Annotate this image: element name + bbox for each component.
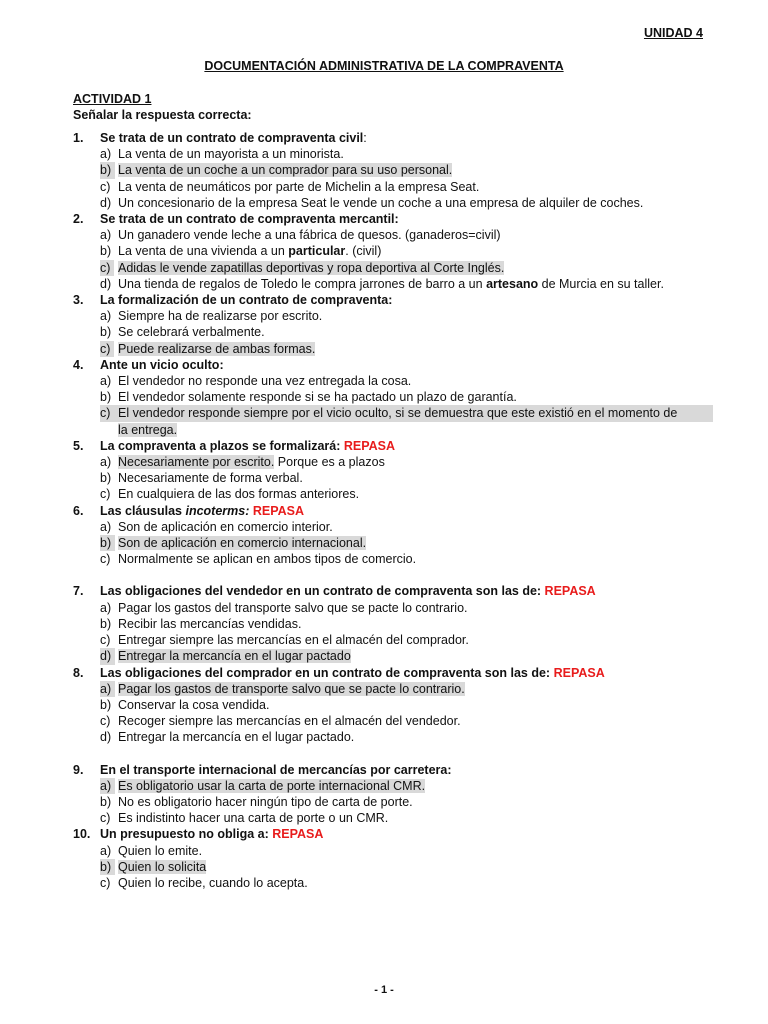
activity-instruction: Señalar la respuesta correcta: bbox=[73, 108, 252, 122]
option-9c bbox=[73, 810, 713, 826]
option-text: Siempre ha de realizarse por escrito. bbox=[118, 309, 323, 324]
option-text: Entregar la mercancía en el lugar pactado. bbox=[118, 730, 355, 745]
option-text: En cualquiera de las dos formas anteriores. bbox=[118, 487, 360, 502]
option-text: La venta de un mayorista a un minorista. bbox=[118, 147, 344, 162]
unit-label: UNIDAD 4 bbox=[643, 26, 703, 40]
option-text: Un ganadero vende leche a una fábrica de quesos. (ganaderos=civil) bbox=[118, 228, 501, 243]
option-text-post: de Murcia en su taller. bbox=[538, 276, 664, 291]
option-1b-selected bbox=[73, 162, 713, 178]
question-1 bbox=[73, 130, 713, 146]
question-number: 5. bbox=[73, 438, 84, 453]
option-text: La venta de un coche a un comprador para su uso personal. bbox=[118, 163, 453, 178]
option-letter: a) bbox=[100, 374, 112, 389]
option-8a-selected bbox=[73, 681, 713, 697]
page-number: - 1 - bbox=[374, 984, 394, 996]
option-letter: c) bbox=[100, 260, 114, 276]
question-text-suffix: : bbox=[363, 131, 367, 145]
option-5b bbox=[73, 470, 713, 486]
option-letter: c) bbox=[100, 406, 111, 421]
question-text: Un presupuesto no obliga a: bbox=[100, 827, 273, 842]
option-2c-selected bbox=[73, 260, 713, 276]
question-text: Se trata de un contrato de compraventa civil bbox=[100, 131, 364, 145]
option-letter: a) bbox=[100, 843, 112, 858]
option-letter: d) bbox=[100, 276, 112, 291]
spacer bbox=[73, 746, 713, 762]
option-5c bbox=[73, 486, 713, 502]
option-5a-selected bbox=[73, 454, 713, 470]
option-letter: b) bbox=[100, 162, 115, 178]
question-6 bbox=[73, 503, 713, 519]
option-7a bbox=[73, 600, 713, 616]
option-7b bbox=[73, 616, 713, 632]
option-text-bold: particular bbox=[288, 244, 346, 259]
option-1c bbox=[73, 179, 713, 195]
option-letter: c) bbox=[100, 179, 111, 194]
option-letter: b) bbox=[100, 390, 112, 405]
activity-title: ACTIVIDAD 1 bbox=[73, 92, 152, 106]
option-letter: a) bbox=[100, 600, 112, 615]
option-text: Pagar los gastos de transporte salvo que se pacte lo contrario. bbox=[118, 681, 465, 696]
option-letter: a) bbox=[100, 147, 112, 162]
question-number: 10. bbox=[73, 827, 91, 842]
option-1d bbox=[73, 195, 713, 211]
question-text: Las obligaciones del comprador en un contrato de compraventa son las de: bbox=[100, 665, 554, 680]
option-8d bbox=[73, 729, 713, 745]
option-text: Quien lo recibe, cuando lo acepta. bbox=[118, 875, 308, 890]
option-text: No es obligatorio hacer ningún tipo de carta de porte. bbox=[118, 794, 413, 809]
option-9b bbox=[73, 794, 713, 810]
question-5 bbox=[73, 438, 713, 454]
option-text: Necesariamente por escrito. bbox=[118, 455, 275, 470]
option-letter: d) bbox=[100, 195, 112, 210]
option-letter: c) bbox=[100, 811, 111, 826]
option-text bbox=[118, 277, 664, 291]
option-10a bbox=[73, 843, 713, 859]
option-text: Son de aplicación en comercio interior. bbox=[118, 519, 333, 534]
option-text-pre: Una tienda de regalos de Toledo le compra jarrones de barro a un bbox=[118, 276, 487, 291]
repasa-flag: REPASA bbox=[343, 438, 396, 453]
option-text: Entregar la mercancía en el lugar pactado bbox=[118, 649, 351, 664]
option-text: Es indistinto hacer una carta de porte o un CMR. bbox=[118, 811, 389, 826]
option-text: Recoger siempre las mercancías en el almacén del vendedor. bbox=[118, 714, 461, 729]
option-letter: b) bbox=[100, 325, 112, 340]
option-letter: b) bbox=[100, 794, 112, 809]
option-text: La venta de neumáticos por parte de Michelin a la empresa Seat. bbox=[118, 179, 480, 194]
option-letter: c) bbox=[100, 633, 111, 648]
option-letter: b) bbox=[100, 471, 112, 486]
option-text-post: . (civil) bbox=[345, 244, 382, 259]
option-text: Es obligatorio usar la carta de porte internacional CMR. bbox=[118, 778, 426, 793]
question-number: 9. bbox=[73, 762, 84, 777]
option-letter: c) bbox=[100, 341, 114, 357]
question-number: 2. bbox=[73, 212, 84, 227]
question-number: 7. bbox=[73, 584, 84, 599]
option-text bbox=[118, 244, 381, 258]
option-1a bbox=[73, 146, 713, 162]
option-text: Son de aplicación en comercio internacional. bbox=[118, 536, 367, 551]
option-2d bbox=[73, 276, 713, 292]
repasa-flag: REPASA bbox=[272, 827, 324, 842]
option-letter: c) bbox=[100, 875, 111, 890]
option-7c bbox=[73, 632, 713, 648]
option-letter: a) bbox=[100, 681, 115, 697]
option-10c bbox=[73, 875, 713, 891]
option-letter: d) bbox=[100, 648, 115, 664]
option-text: Un concesionario de la empresa Seat le vende un coche a una empresa de alquiler de coches. bbox=[118, 195, 644, 210]
option-text: Quien lo solicita bbox=[118, 859, 207, 874]
option-4a bbox=[73, 373, 713, 389]
option-text: Quien lo emite. bbox=[118, 843, 203, 858]
option-letter: a) bbox=[100, 228, 112, 243]
question-3 bbox=[73, 292, 713, 308]
question-text: En el transporte internacional de mercancías por carretera: bbox=[100, 762, 452, 777]
question-8 bbox=[73, 665, 713, 681]
question-text: Ante un vicio oculto: bbox=[100, 357, 224, 372]
option-text: Entregar siempre las mercancías en el almacén del comprador. bbox=[118, 633, 469, 648]
question-number: 6. bbox=[73, 503, 84, 518]
option-8c bbox=[73, 713, 713, 729]
option-letter: c) bbox=[100, 714, 111, 729]
option-2a bbox=[73, 227, 713, 243]
question-text: Se trata de un contrato de compraventa mercantil: bbox=[100, 212, 399, 227]
option-4c-selected bbox=[100, 405, 713, 421]
option-text: Normalmente se aplican en ambos tipos de comercio. bbox=[118, 552, 417, 567]
question-4 bbox=[73, 357, 713, 373]
option-text-continuation: la entrega. bbox=[118, 422, 178, 437]
option-6b-selected bbox=[73, 535, 713, 551]
option-4b bbox=[73, 389, 713, 405]
option-text: Se celebrará verbalmente. bbox=[118, 325, 265, 340]
option-3a bbox=[73, 308, 713, 324]
option-text-pre: La venta de una vivienda a un bbox=[118, 244, 289, 259]
question-text: Las cláusulas bbox=[100, 503, 186, 518]
repasa-flag: REPASA bbox=[544, 584, 596, 599]
question-number: 8. bbox=[73, 665, 84, 680]
spacer bbox=[73, 567, 713, 583]
option-note: Porque es a plazos bbox=[274, 455, 385, 470]
option-letter: c) bbox=[100, 552, 111, 567]
option-text: Recibir las mercancías vendidas. bbox=[118, 616, 302, 631]
option-4c-continuation bbox=[73, 422, 713, 438]
option-letter: b) bbox=[100, 859, 115, 875]
option-letter: a) bbox=[100, 309, 112, 324]
option-letter: c) bbox=[100, 487, 111, 502]
option-letter: b) bbox=[100, 616, 112, 631]
repasa-flag: REPASA bbox=[553, 665, 605, 680]
option-10b-selected bbox=[73, 859, 713, 875]
option-letter: b) bbox=[100, 697, 112, 712]
document-title: DOCUMENTACIÓN ADMINISTRATIVA DE LA COMPRAVENTA bbox=[204, 59, 564, 73]
option-9a-selected bbox=[73, 778, 713, 794]
option-letter: d) bbox=[100, 730, 112, 745]
option-letter: a) bbox=[100, 455, 112, 470]
question-number: 3. bbox=[73, 293, 84, 308]
question-10 bbox=[73, 826, 713, 842]
option-letter: b) bbox=[100, 244, 112, 259]
option-letter: b) bbox=[100, 535, 115, 551]
repasa-flag: REPASA bbox=[252, 503, 305, 518]
option-text: Necesariamente de forma verbal. bbox=[118, 471, 303, 486]
question-9 bbox=[73, 762, 713, 778]
option-letter: a) bbox=[100, 778, 115, 794]
option-3b bbox=[73, 324, 713, 340]
option-text: Conservar la cosa vendida. bbox=[118, 697, 270, 712]
option-6a bbox=[73, 519, 713, 535]
option-2b bbox=[73, 243, 713, 259]
option-text: Pagar los gastos del transporte salvo que se pacte lo contrario. bbox=[118, 600, 468, 615]
question-text: Las obligaciones del vendedor en un contrato de compraventa son las de: bbox=[100, 584, 545, 599]
option-7d-selected bbox=[73, 648, 713, 664]
question-2 bbox=[73, 211, 713, 227]
option-text: El vendedor responde siempre por el vicio oculto, si se demuestra que este existió en el momento de bbox=[118, 406, 678, 421]
option-text: Puede realizarse de ambas formas. bbox=[118, 341, 316, 356]
option-6c bbox=[73, 551, 713, 567]
option-text: El vendedor no responde una vez entregada la cosa. bbox=[118, 374, 412, 389]
option-3c-selected bbox=[73, 341, 713, 357]
question-text: La compraventa a plazos se formalizará: bbox=[100, 438, 344, 453]
option-8b bbox=[73, 697, 713, 713]
question-7 bbox=[73, 583, 713, 599]
question-number: 4. bbox=[73, 357, 84, 372]
question-number: 1. bbox=[73, 131, 84, 145]
option-letter: a) bbox=[100, 519, 112, 534]
option-text: Adidas le vende zapatillas deportivas y ropa deportiva al Corte Inglés. bbox=[118, 260, 505, 275]
question-text-italic: incoterms: bbox=[185, 503, 250, 518]
question-list bbox=[73, 130, 713, 891]
option-text: El vendedor solamente responde si se ha pactado un plazo de garantía. bbox=[118, 390, 517, 405]
option-text-bold: artesano bbox=[486, 276, 539, 291]
question-text: La formalización de un contrato de compraventa: bbox=[100, 293, 393, 308]
